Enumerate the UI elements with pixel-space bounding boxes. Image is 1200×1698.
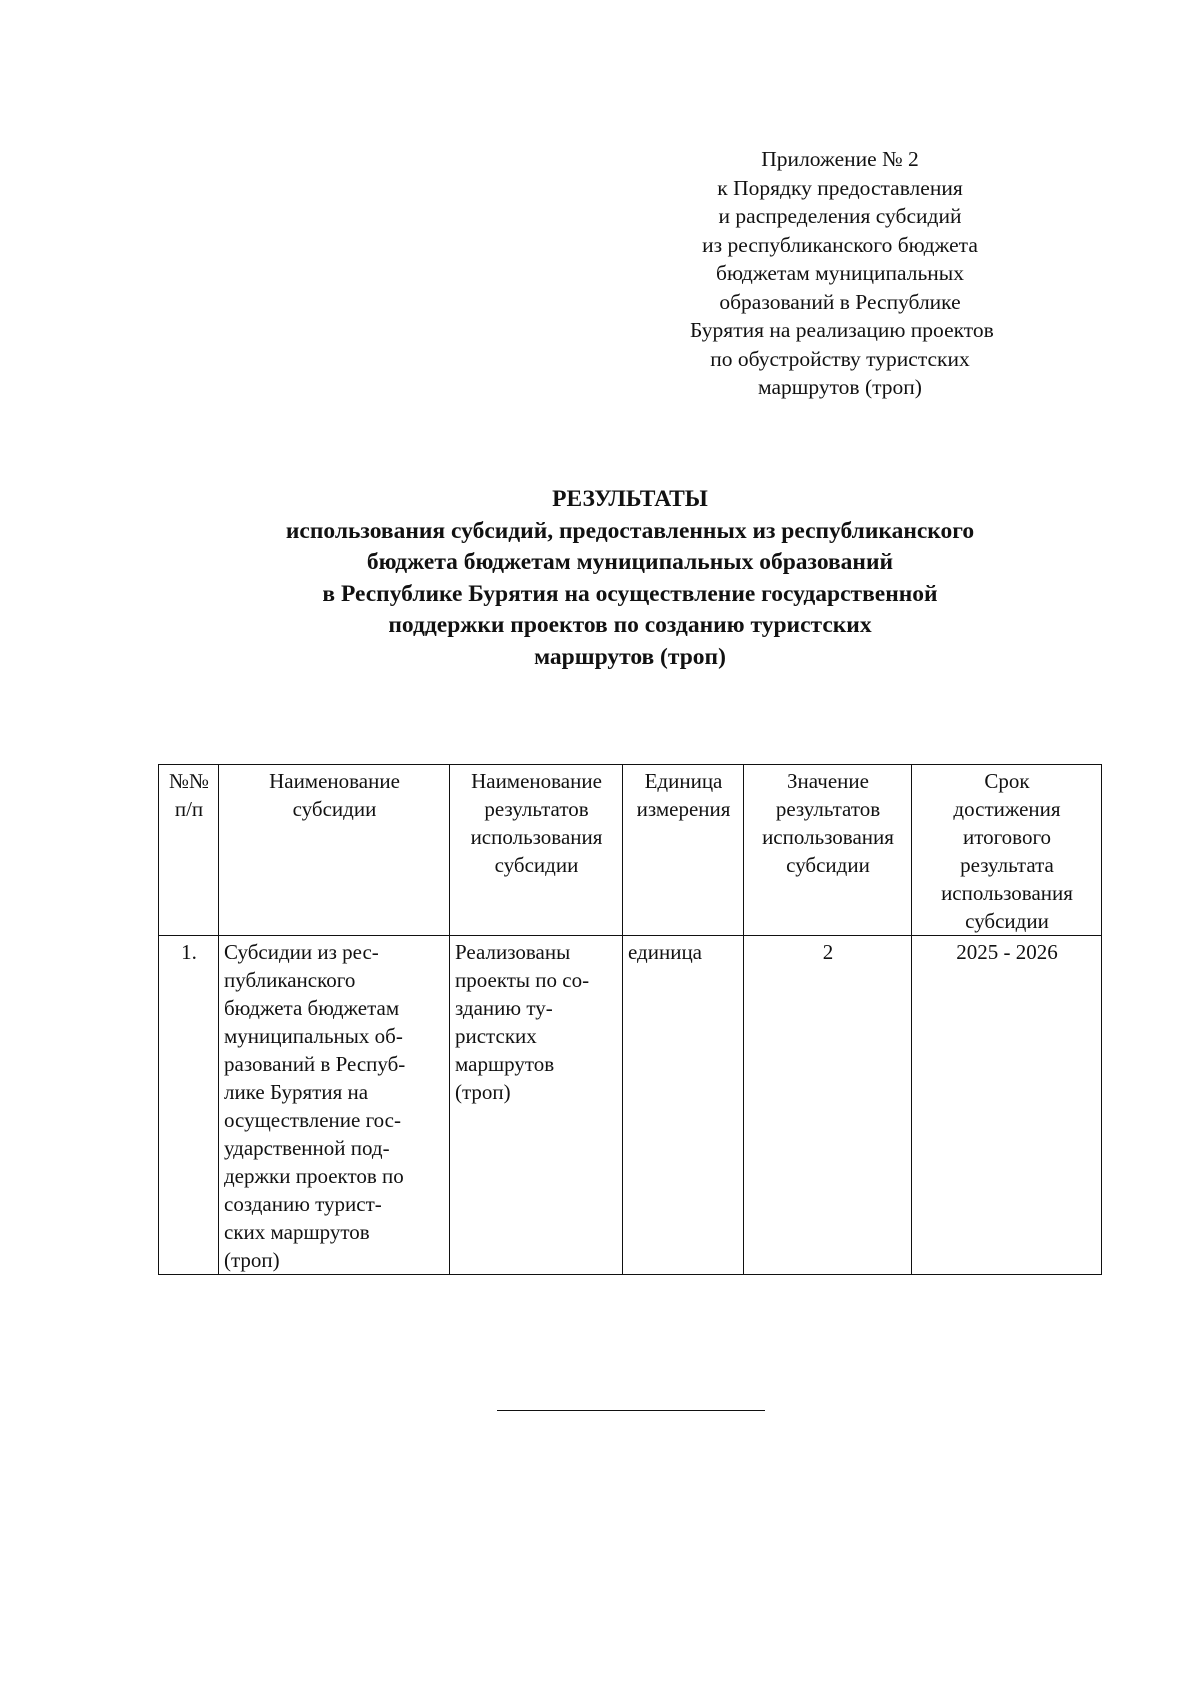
title-line: бюджета бюджетам муниципальных образований [366, 549, 894, 575]
title-line: маршрутов (троп) [534, 643, 726, 670]
header-number: №№ п/п [159, 765, 219, 936]
appendix-line: Приложение № 2 [761, 147, 919, 171]
header-result-name: Наименование результатов использования субсидии [450, 765, 623, 936]
cell-value: 2 [744, 936, 912, 1275]
appendix-line: Бурятия на реализацию проектов [690, 318, 994, 342]
title-heading: РЕЗУЛЬТАТЫ [552, 486, 708, 512]
appendix-note [690, 145, 994, 402]
cell-subsidy-name: Субсидии из рес- публиканского бюджета бюджетам муниципальных об- разований в Респуб- лике Бурятия на осуществление гос- ударственной под- держки проектов по созданию турист- ских маршрутов (троп) [219, 936, 450, 1275]
document-title [150, 484, 1110, 673]
appendix-line: из республиканского бюджета [702, 232, 978, 257]
header-unit: Единица измерения [623, 765, 744, 936]
table-row [159, 936, 1102, 1275]
footer-separator [497, 1410, 765, 1411]
title-line: в Республике Бурятия на осуществление государственной [322, 580, 938, 607]
header-subsidy-name: Наименование субсидии [219, 765, 450, 936]
cell-deadline: 2025 - 2026 [912, 936, 1102, 1275]
title-line: использования субсидий, предоставленных из республиканского [285, 517, 975, 544]
title-line: поддержки проектов по созданию туристских [388, 612, 872, 638]
appendix-line: по обустройству туристских [710, 346, 970, 371]
cell-unit: единица [623, 936, 744, 1275]
appendix-line: бюджетам муниципальных [716, 261, 964, 285]
appendix-line: к Порядку предоставления [717, 175, 963, 200]
appendix-line: образований в Республике [719, 289, 961, 314]
header-value: Значение результатов использования субсидии [744, 765, 912, 936]
table-header-row [159, 765, 1102, 936]
header-deadline: Срок достижения итогового результата использования субсидии [912, 765, 1102, 936]
cell-number: 1. [159, 936, 219, 1275]
cell-result-name: Реализованы проекты по со- зданию ту- ристских маршрутов (троп) [450, 936, 623, 1275]
appendix-line: и распределения субсидий [718, 204, 962, 228]
appendix-line: маршрутов (троп) [758, 375, 922, 399]
results-table [158, 764, 1102, 1275]
